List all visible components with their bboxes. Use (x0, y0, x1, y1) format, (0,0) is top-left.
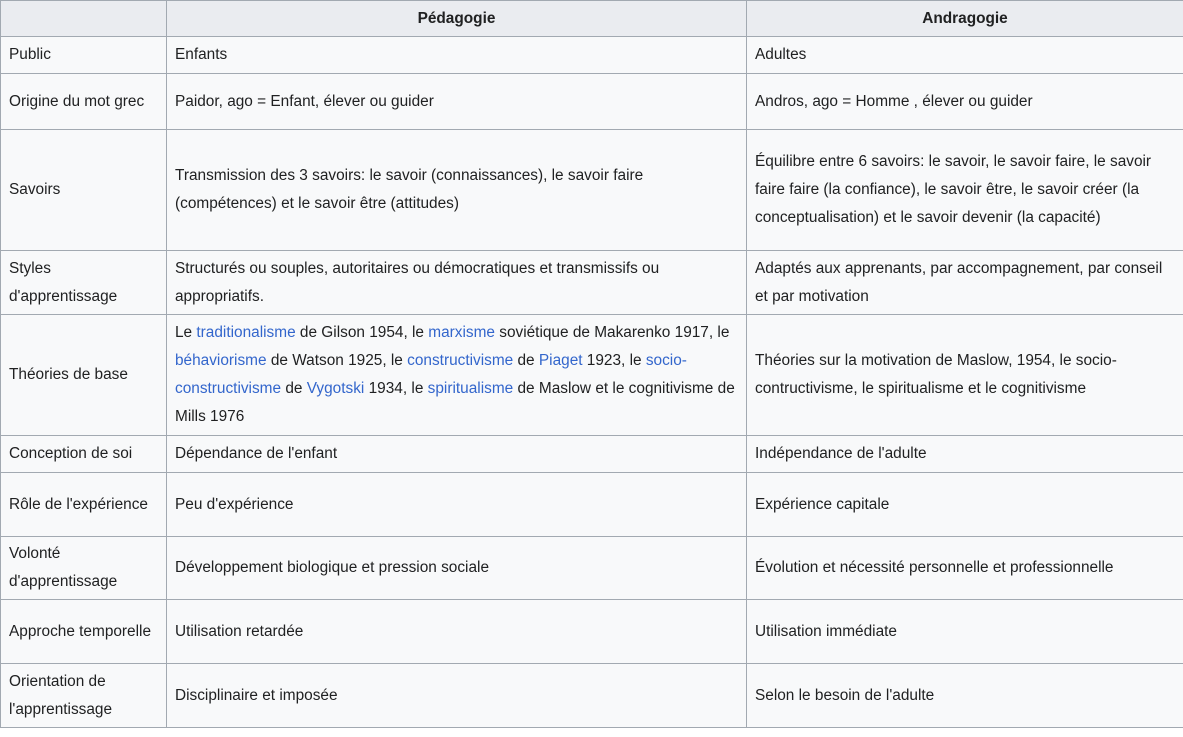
table-row (1, 600, 1183, 664)
row-label: Styles d'apprentissage (1, 251, 167, 315)
text-fragment: de (281, 380, 307, 397)
row-label: Origine du mot grec (1, 74, 167, 130)
link-piaget[interactable]: Piaget (538, 352, 583, 369)
header-andragogie: Andragogie (747, 1, 1183, 37)
text-fragment: de Watson 1925, le (266, 352, 408, 369)
link-constructivisme[interactable]: constructivisme (407, 352, 514, 369)
table-row (1, 537, 1183, 600)
table-row (1, 473, 1183, 537)
pedagogie-cell: Structurés ou souples, autoritaires ou démocratiques et transmissifs ou appropriatifs. (167, 251, 747, 315)
row-label: Savoirs (1, 130, 167, 251)
table-row (1, 436, 1183, 473)
pedagogie-cell: Utilisation retardée (167, 600, 747, 664)
text-fragment: de Gilson 1954, le (295, 324, 429, 341)
andragogie-cell: Selon le besoin de l'adulte (747, 664, 1183, 728)
link-behaviorisme[interactable]: béhaviorisme (175, 352, 267, 369)
row-label: Public (1, 37, 167, 74)
table-row (1, 130, 1183, 251)
link-socio-constructivisme[interactable]: socio-constructivisme (175, 352, 687, 397)
table-row (1, 37, 1183, 74)
pedagogie-cell: Enfants (167, 37, 747, 74)
link-traditionalisme[interactable]: traditionalisme (196, 324, 296, 341)
text-fragment: Le (175, 324, 197, 341)
row-label: Orientation de l'apprentissage (1, 664, 167, 728)
row-label: Rôle de l'expérience (1, 473, 167, 537)
andragogie-cell: Indépendance de l'adulte (747, 436, 1183, 473)
andragogie-cell: Andros, ago = Homme , élever ou guider (747, 74, 1183, 130)
andragogie-cell: Adultes (747, 37, 1183, 74)
table-row (1, 664, 1183, 728)
pedagogie-cell (167, 315, 747, 436)
andragogie-cell: Adaptés aux apprenants, par accompagnement, par conseil et par motivation (747, 251, 1183, 315)
pedagogie-cell: Paidor, ago = Enfant, élever ou guider (167, 74, 747, 130)
pedagogie-cell: Transmission des 3 savoirs: le savoir (connaissances), le savoir faire (compétences) et le savoir être (attitudes) (167, 130, 747, 251)
text-fragment: 1934, le (364, 380, 428, 397)
link-vygotski[interactable]: Vygotski (306, 380, 365, 397)
header-corner (1, 1, 167, 37)
text-fragment: de (513, 352, 539, 369)
pedagogie-cell: Dépendance de l'enfant (167, 436, 747, 473)
text-fragment: de Maslow et le cognitivisme de Mills 1976 (175, 380, 735, 425)
row-label: Approche temporelle (1, 600, 167, 664)
row-label: Volonté d'apprentissage (1, 537, 167, 600)
row-label: Théories de base (1, 315, 167, 436)
text-fragment: soviétique de Makarenko 1917, le (494, 324, 730, 341)
header-pedagogie: Pédagogie (167, 1, 747, 37)
andragogie-cell: Évolution et nécessité personnelle et professionnelle (747, 537, 1183, 600)
pedagogie-cell: Disciplinaire et imposée (167, 664, 747, 728)
andragogie-cell: Utilisation immédiate (747, 600, 1183, 664)
andragogie-cell: Théories sur la motivation de Maslow, 1954, le socio-contructivisme, le spiritualisme et le cognitivisme (747, 315, 1183, 436)
andragogie-cell: Équilibre entre 6 savoirs: le savoir, le savoir faire, le savoir faire faire (la confiance), le savoir être, le savoir créer (la conceptualisation) et le savoir devenir (la capacité) (747, 130, 1183, 251)
pedagogie-cell: Peu d'expérience (167, 473, 747, 537)
header-row (1, 1, 1183, 37)
andragogie-cell: Expérience capitale (747, 473, 1183, 537)
text-fragment: 1923, le (582, 352, 646, 369)
table-row (1, 315, 1183, 436)
table-row (1, 74, 1183, 130)
link-marxisme[interactable]: marxisme (428, 324, 495, 341)
pedagogie-cell: Développement biologique et pression sociale (167, 537, 747, 600)
table-row (1, 251, 1183, 315)
link-spiritualisme[interactable]: spiritualisme (427, 380, 514, 397)
row-label: Conception de soi (1, 436, 167, 473)
